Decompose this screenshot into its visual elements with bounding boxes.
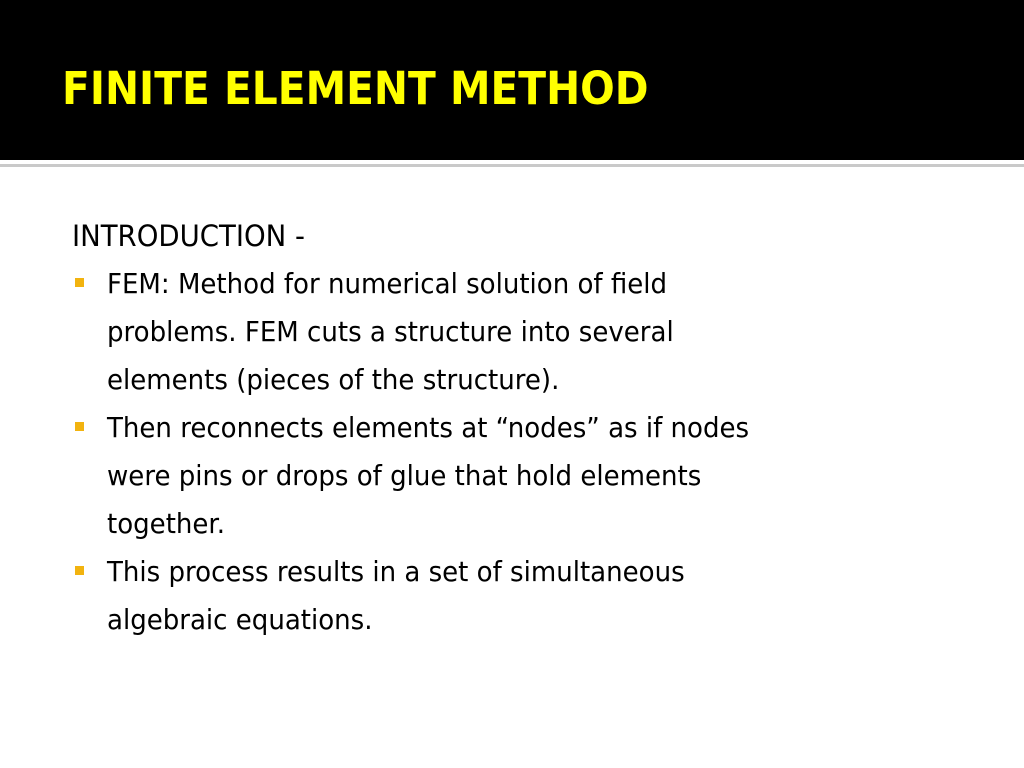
bullet-line: Then reconnects elements at “nodes” as if nodes xyxy=(107,411,750,444)
title-divider xyxy=(0,164,1024,167)
square-bullet-icon xyxy=(75,422,84,431)
bullet-line: together. xyxy=(107,507,226,540)
slide-title: FINITE ELEMENT METHOD xyxy=(62,62,649,115)
bullet-item xyxy=(72,260,972,404)
slide-body xyxy=(72,212,972,644)
bullet-line: were pins or drops of glue that hold elements xyxy=(107,459,702,492)
bullet-item xyxy=(72,548,972,644)
bullet-line: FEM: Method for numerical solution of field xyxy=(107,267,668,300)
bullet-item xyxy=(72,404,972,548)
bullet-text xyxy=(107,404,972,548)
bullet-line: algebraic equations. xyxy=(107,603,373,636)
bullet-text xyxy=(107,260,972,404)
bullet-line: This process results in a set of simultaneous xyxy=(107,555,685,588)
square-bullet-icon xyxy=(75,566,84,575)
title-bar xyxy=(0,0,1024,160)
bullet-text xyxy=(107,548,972,644)
bullet-list xyxy=(72,260,972,644)
square-bullet-icon xyxy=(75,278,84,287)
bullet-line: elements (pieces of the structure). xyxy=(107,363,560,396)
bullet-line: problems. FEM cuts a structure into several xyxy=(107,315,674,348)
section-heading: INTRODUCTION - xyxy=(72,219,305,253)
